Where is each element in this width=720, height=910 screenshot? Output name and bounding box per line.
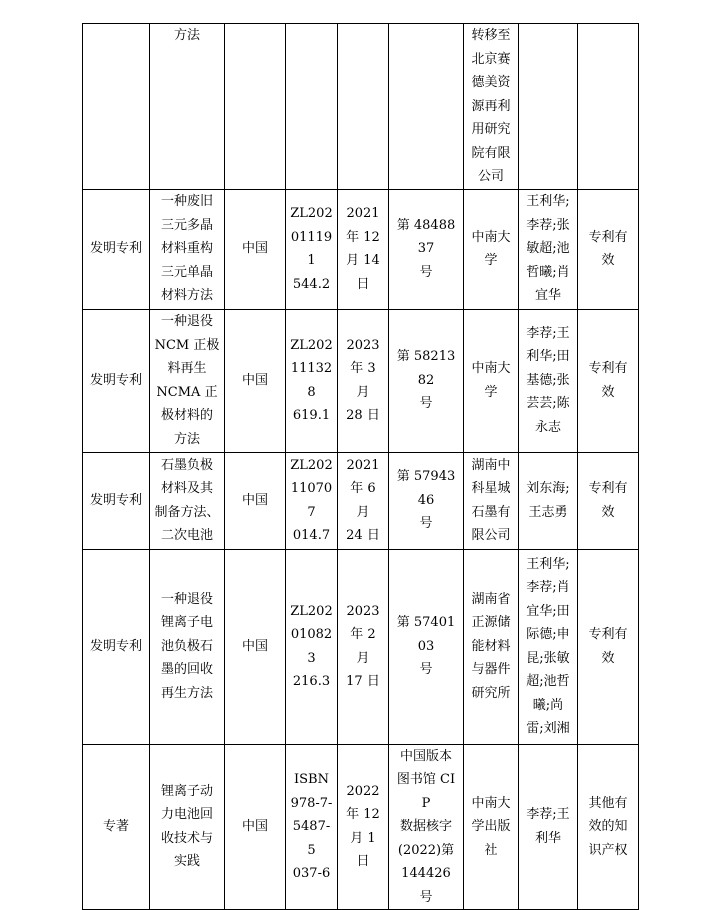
cell-certificate (389, 24, 464, 190)
cell-holder: 中南大 学 (464, 309, 519, 452)
cell-type (83, 24, 150, 190)
cell-name: 石墨负极 材料及其 制备方法、 二次电池 (150, 452, 225, 549)
cell-inventors: 李荐;王 利华 (519, 744, 578, 910)
cell-country: 中国 (225, 189, 286, 309)
cell-certificate: 第 5740103 号 (389, 549, 464, 744)
cell-inventors: 王利华; 李荐;肖 宜华;田 际德;申 昆;张敏 超;池哲 曦;尚 雷;刘湘 (519, 549, 578, 744)
cell-status: 其他有 效的知 识产权 (578, 744, 639, 910)
cell-country: 中国 (225, 549, 286, 744)
cell-status: 专利有 效 (578, 309, 639, 452)
cell-date: 2023 年 2 月 17 日 (338, 549, 389, 744)
cell-holder: 湖南省 正源储 能材料 与器件 研究所 (464, 549, 519, 744)
cell-status: 专利有 效 (578, 549, 639, 744)
cell-inventors: 王利华; 李荐;张 敏超;池 哲曦;肖 宜华 (519, 189, 578, 309)
cell-number: ZL202 011191 544.2 (286, 189, 338, 309)
cell-type: 发明专利 (83, 452, 150, 549)
cell-date (338, 24, 389, 190)
cell-number: ISBN 978-7- 5487-5 037-6 (286, 744, 338, 910)
cell-name: 一种退役 锂离子电 池负极石 墨的回收 再生方法 (150, 549, 225, 744)
cell-number (286, 24, 338, 190)
table-row (83, 549, 639, 744)
table-row (83, 309, 639, 452)
cell-date: 2022 年 12 月 1 日 (338, 744, 389, 910)
cell-country: 中国 (225, 744, 286, 910)
cell-status (578, 24, 639, 190)
cell-inventors: 刘东海; 王志勇 (519, 452, 578, 549)
cell-type: 发明专利 (83, 549, 150, 744)
cell-number: ZL202 111328 619.1 (286, 309, 338, 452)
table-row (83, 452, 639, 549)
cell-status: 专利有 效 (578, 189, 639, 309)
cell-status: 专利有 效 (578, 452, 639, 549)
cell-country: 中国 (225, 309, 286, 452)
cell-country (225, 24, 286, 190)
table-row (83, 189, 639, 309)
cell-name: 方法 (150, 24, 225, 190)
cell-holder: 湖南中 科星城 石墨有 限公司 (464, 452, 519, 549)
cell-number: ZL202 010823 216.3 (286, 549, 338, 744)
cell-inventors: 李荐;王 利华;田 基德;张 芸芸;陈 永志 (519, 309, 578, 452)
cell-name: 一种退役 NCM 正极 料再生 NCMA 正 极材料的 方法 (150, 309, 225, 452)
cell-holder: 中南大 学出版 社 (464, 744, 519, 910)
cell-certificate: 中国版本 图书馆 CIP 数据核字 (2022)第 144426 号 (389, 744, 464, 910)
cell-country: 中国 (225, 452, 286, 549)
table-row (83, 24, 639, 190)
cell-date: 2023 年 3 月 28 日 (338, 309, 389, 452)
cell-holder: 中南大 学 (464, 189, 519, 309)
table-row (83, 744, 639, 910)
ip-records-table (82, 23, 639, 910)
cell-date: 2021 年 12 月 14 日 (338, 189, 389, 309)
cell-date: 2021 年 6 月 24 日 (338, 452, 389, 549)
cell-type: 专著 (83, 744, 150, 910)
cell-type: 发明专利 (83, 189, 150, 309)
cell-certificate: 第 5821382 号 (389, 309, 464, 452)
cell-type: 发明专利 (83, 309, 150, 452)
cell-inventors (519, 24, 578, 190)
cell-certificate: 第 5794346 号 (389, 452, 464, 549)
cell-holder: 转移至 北京赛 德美资 源再利 用研究 院有限 公司 (464, 24, 519, 190)
cell-name: 一种废旧 三元多晶 材料重构 三元单晶 材料方法 (150, 189, 225, 309)
cell-certificate: 第 4848837 号 (389, 189, 464, 309)
cell-name: 锂离子动 力电池回 收技术与 实践 (150, 744, 225, 910)
cell-number: ZL202 110707 014.7 (286, 452, 338, 549)
